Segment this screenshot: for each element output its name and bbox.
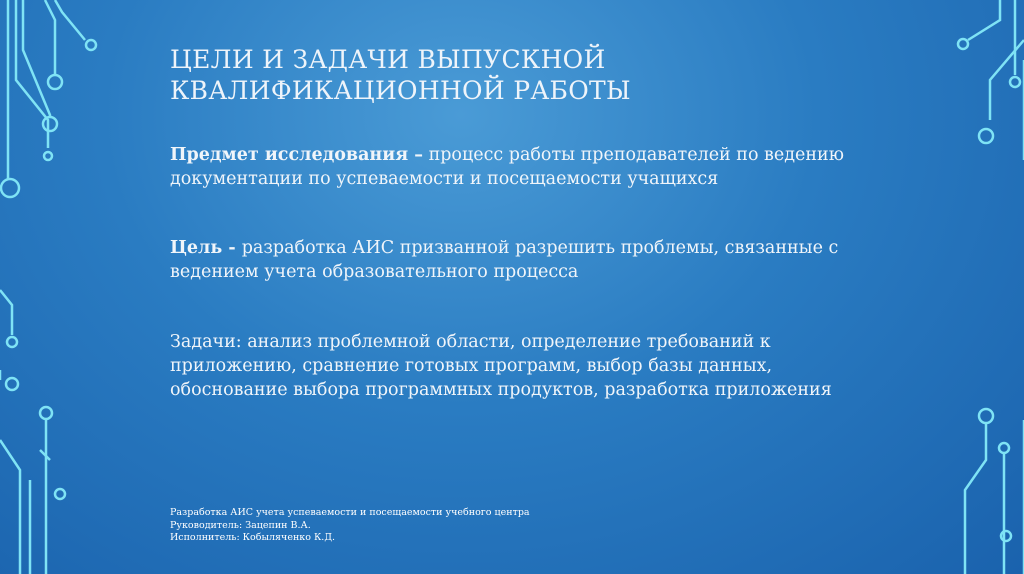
left-circuit-top [1, 0, 96, 197]
left-circuit-bottom [0, 290, 65, 574]
goal-paragraph [170, 236, 890, 284]
footer-supervisor: Руководитель: Зацепин В.А. [170, 519, 311, 531]
right-circuit-bottom [965, 409, 1024, 574]
subject-paragraph [170, 143, 890, 191]
goal-label: Цель - [170, 238, 242, 258]
tasks-text: анализ проблемной области, определение требований к приложению, сравнение готовых программ, выбор базы данных, обоснование выбора программных продуктов, разработка приложения [170, 332, 832, 400]
right-circuit-top [958, 0, 1024, 160]
subject-text: процесс работы преподавателей по ведению документации по успеваемости и посещаемости учащихся [170, 145, 844, 189]
goal-text: разработка АИС призванной разрешить проблемы, связанные с ведением учета образовательного процесса [170, 238, 839, 282]
tasks-label: Задачи: [170, 332, 242, 352]
footer-author: Исполнитель: Кобыляченко К.Д. [170, 532, 336, 543]
footer [170, 507, 530, 545]
footer-project: Разработка АИС учета успеваемости и посещаемости учебного центра [170, 507, 530, 518]
subject-label: Предмет исследования – [170, 145, 423, 165]
tasks-paragraph [170, 330, 890, 402]
slide-title: ЦЕЛИ И ЗАДАЧИ ВЫПУСКНОЙ КВАЛИФИКАЦИОННОЙ РАБОТЫ [170, 45, 631, 105]
